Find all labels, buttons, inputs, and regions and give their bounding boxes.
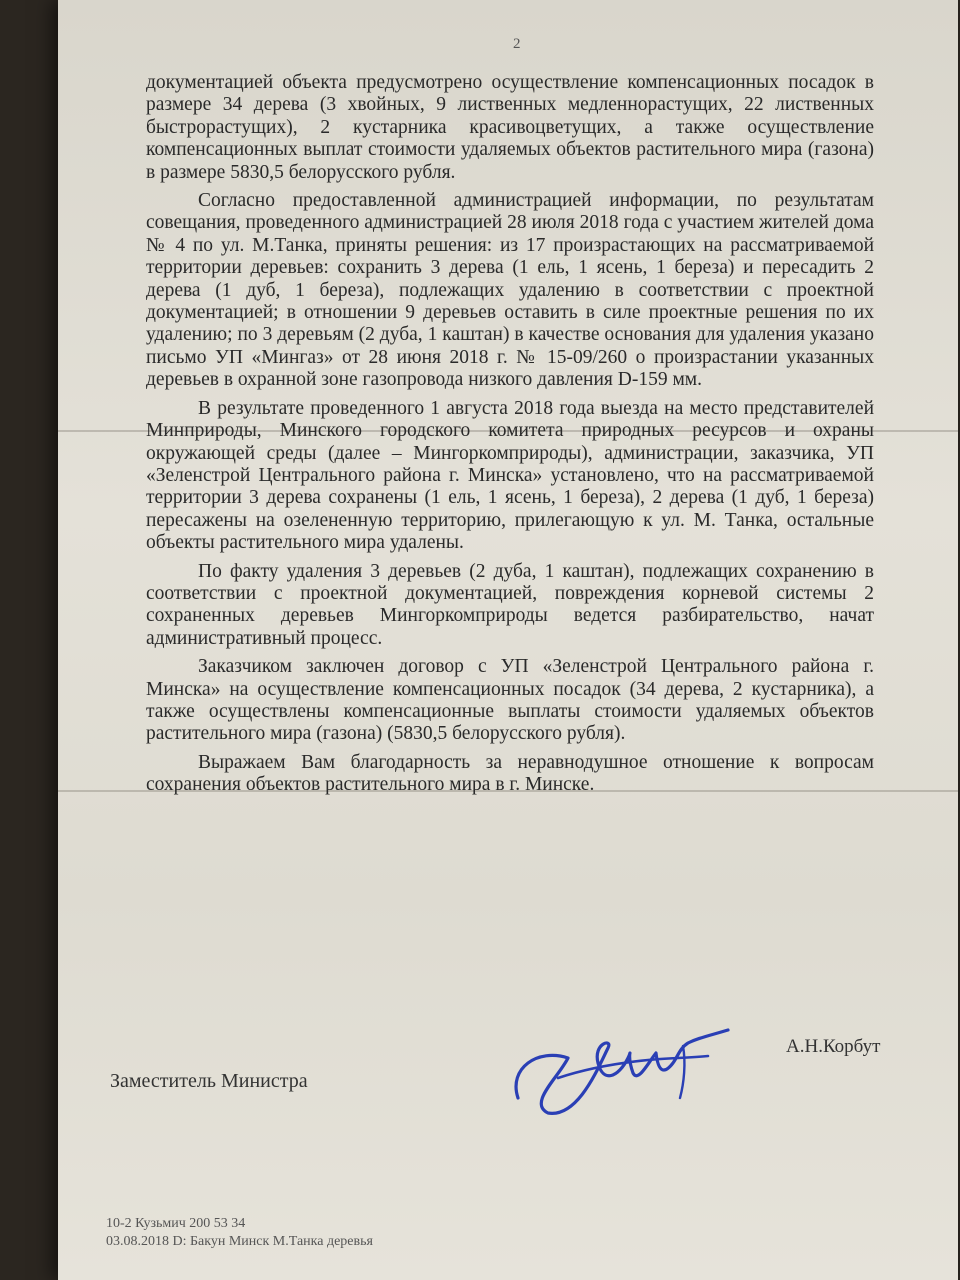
paragraph-1: документацией объекта предусмотрено осуществление компенсационных посадок в размере 34 дерева (3 хвойных, 9 лиственных медленнорастущих, 22 лиственных быстрорастущих), 2 кустарника красивоцветущих, а также осуществление компенсационных выплат стоимости удаляемых объектов растительного мира (газона) в размере 5830,5 белорусского рубля. xyxy=(146,72,874,183)
footer-executor: 10-2 Кузьмич 200 53 34 xyxy=(106,1216,246,1231)
letter-page xyxy=(58,0,958,1280)
signer-name: А.Н.Корбут xyxy=(786,1036,881,1057)
signer-title: Заместитель Министра xyxy=(110,1070,308,1092)
signature-block xyxy=(58,1010,958,1130)
footer-reference: 03.08.2018 D: Бакун Минск М.Танка деревья xyxy=(106,1234,373,1249)
paragraph-2: Согласно предоставленной администрацией информации, по результатам совещания, проведенного администрацией 28 июля 2018 года с участием жителей дома № 4 по ул. М.Танка, приняты решения: из 17 произрастающих на рассматриваемой территории деревьев: сохранить 3 дерева (1 ель, 1 ясень, 1 береза) и пересадить 2 дерева (1 дуб, 1 береза), подлежащих удалению в соответствии с проектной документацией; в отношении 9 деревьев оставить в силе проектные решения по их удалению; по 3 деревьям (2 дуба, 1 каштан) в качестве основания для удаления указано письмо УП «Мингаз» от 28 июня 2018 г. № 15-09/260 о произрастании указанных деревьев в охранной зоне газопровода низкого давления D-159 мм. xyxy=(146,190,874,391)
paragraph-6: Выражаем Вам благодарность за неравнодушное отношение к вопросам сохранения объектов растительного мира в г. Минске. xyxy=(146,751,874,796)
letter-body xyxy=(146,72,874,797)
handwritten-signature xyxy=(498,1008,748,1128)
paragraph-3: В результате проведенного 1 августа 2018 года выезда на место представителей Минприроды, Минского городского комитета природных ресурсов и охраны окружающей среды (далее – Мингоркомприроды), администрации, заказчика, УП «Зеленстрой Центрального района г. Минска» установлено, что на рассматриваемой территории 3 дерева сохранены (1 ель, 1 ясень, 1 береза), 2 дерева (1 дуб, 1 береза) пересажены на озелененную территорию, прилегающую к ул. М. Танка, остальные объекты растительного мира удалены. xyxy=(146,397,874,554)
paragraph-5: Заказчиком заключен договор с УП «Зеленстрой Центрального района г. Минска» на осуществление компенсационных посадок (34 дерева, 2 кустарника), а также осуществлены компенсационные выплаты стоимости удаляемых объектов растительного мира (газона) (5830,5 белорусского рубля). xyxy=(146,656,874,745)
page-number: 2 xyxy=(513,36,521,52)
paragraph-4: По факту удаления 3 деревьев (2 дуба, 1 каштан), подлежащих сохранению в соответствии с проектной документацией, повреждения корневой системы 2 сохраненных деревьев Мингоркомприроды ведется разбирательство, начат административный процесс. xyxy=(146,560,874,649)
